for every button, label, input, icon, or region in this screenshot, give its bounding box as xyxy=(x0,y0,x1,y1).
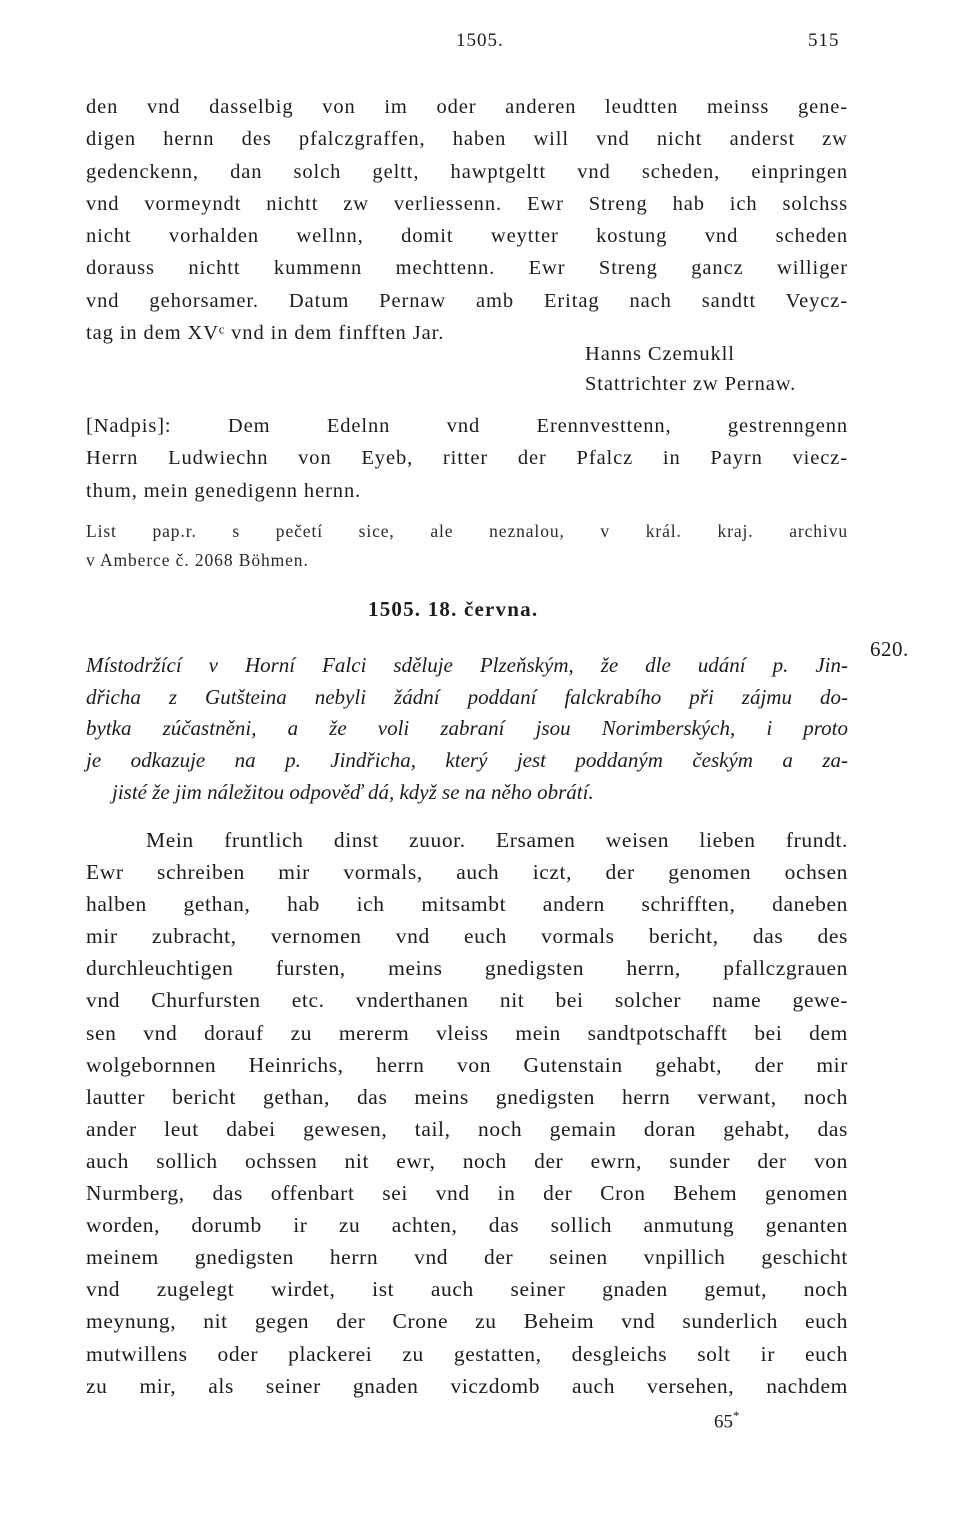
source-note xyxy=(86,517,848,575)
text-line: tag in dem XVᶜ vnd in dem finfften Jar. xyxy=(86,322,445,345)
text-line: ander leut dabei gewesen, tail, noch gemain doran gehabt, das xyxy=(86,1116,848,1141)
text-line: nicht vorhalden wellnn, domit weytter kostung vnd scheden xyxy=(86,225,848,248)
text-line: digen hernn des pfalczgraffen, haben will vnd nicht anderst zw xyxy=(86,128,848,151)
letter-text xyxy=(86,824,848,1402)
text-line: sen vnd dorauf zu mererm vleiss mein sandtpotschafft bei dem xyxy=(86,1020,848,1045)
text-line: Herrn Ludwiechn von Eyeb, ritter der Pfalcz in Payrn viecz- xyxy=(86,447,848,470)
text-line: lautter bericht gethan, das meins gnedigsten herrn verwant, noch xyxy=(86,1084,848,1109)
text-line: Nurmberg, das offenbart sei vnd in der Cron Behem genomen xyxy=(86,1181,848,1206)
text-line: vnd vormeyndt nichtt zw verliessenn. Ewr Streng hab ich solchss xyxy=(86,192,848,215)
document-number: 620. xyxy=(870,637,909,661)
text-line: halben gethan, hab ich mitsambt andern schrifften, daneben xyxy=(86,892,848,917)
page-number: 515 xyxy=(808,30,840,51)
text-line: vnd Churfursten etc. vnderthanen nit bei solcher name gewe- xyxy=(86,988,848,1013)
text-line: [Nadpis]: Dem Edelnn vnd Erennvesttenn, gestrenngenn xyxy=(86,415,848,437)
signature-number: 65 xyxy=(714,1411,733,1433)
text-line: Místodržící v Horní Falci sděluje Plzeňským, že dle udání p. Jin- xyxy=(86,653,848,677)
signature-star: * xyxy=(733,1408,740,1423)
signer-name: Hanns Czemukll xyxy=(585,343,735,365)
text-line: Ewr schreiben mir vormals, auch iczt, der genomen ochsen xyxy=(86,860,848,885)
text-line: dřicha z Gutšteina nebyli žádní poddaní falckrabího při zájmu do- xyxy=(86,684,848,709)
text-line: durchleuchtigen fursten, meins gnedigsten herrn, pfallczgrauen xyxy=(86,956,848,981)
text-line: meinem gnedigsten herrn vnd der seinen vnpillich geschicht xyxy=(86,1245,848,1270)
document-date-heading: 1505. 18. června. xyxy=(368,597,539,621)
regest-summary xyxy=(86,650,848,809)
text-line: mutwillens oder plackerei zu gestatten, desgleichs solt ir euch xyxy=(86,1341,848,1366)
printer-signature-mark xyxy=(714,1408,740,1433)
text-line: gedenckenn, dan solch geltt, hawptgeltt vnd scheden, einpringen xyxy=(86,160,848,183)
text-line: worden, dorumb ir zu achten, das sollich anmutung genanten xyxy=(86,1213,848,1238)
text-line: meynung, nit gegen der Crone zu Beheim vnd sunderlich euch xyxy=(86,1309,848,1334)
text-line: jisté že jim náležitou odpověď dá, když se na něho obrátí. xyxy=(112,779,594,804)
text-line: wolgebornnen Heinrichs, herrn von Gutenstain gehabt, der mir xyxy=(86,1052,848,1077)
text-line: Mein fruntlich dinst zuuor. Ersamen weisen lieben frundt. xyxy=(146,828,848,852)
address-block xyxy=(86,410,848,507)
text-line: vnd gehorsamer. Datum Pernaw amb Eritag nach sandtt Veycz- xyxy=(86,289,848,312)
text-line: mir zubracht, vernomen vnd euch vormals bericht, das des xyxy=(86,924,848,949)
text-line: den vnd dasselbig von im oder anderen leudtten meinss gene- xyxy=(86,96,848,118)
signer-title: Stattrichter zw Pernaw. xyxy=(585,373,797,395)
text-line: vnd zugelegt wirdet, ist auch seiner gnaden gemut, noch xyxy=(86,1277,848,1302)
previous-letter-ending xyxy=(86,91,848,349)
text-line: auch sollich ochssen nit ewr, noch der ewrn, sunder der von xyxy=(86,1148,848,1173)
text-line: thum, mein genedigenn hernn. xyxy=(86,479,362,502)
text-line: List pap.r. s pečetí sice, ale neznalou, v král. kraj. archivu xyxy=(86,521,848,541)
text-line: dorauss nichtt kummenn mechttenn. Ewr Streng gancz williger xyxy=(86,257,848,280)
text-line: zu mir, als seiner gnaden viczdomb auch versehen, nachdem xyxy=(86,1373,848,1398)
running-header-year: 1505. xyxy=(456,30,504,51)
text-line: bytka zúčastněni, a že voli zabraní jsou Norimberských, i proto xyxy=(86,716,848,741)
text-line: v Amberce č. 2068 Böhmen. xyxy=(86,550,309,570)
text-line: je odkazuje na p. Jindřicha, který jest poddaným českým a za- xyxy=(86,748,848,773)
